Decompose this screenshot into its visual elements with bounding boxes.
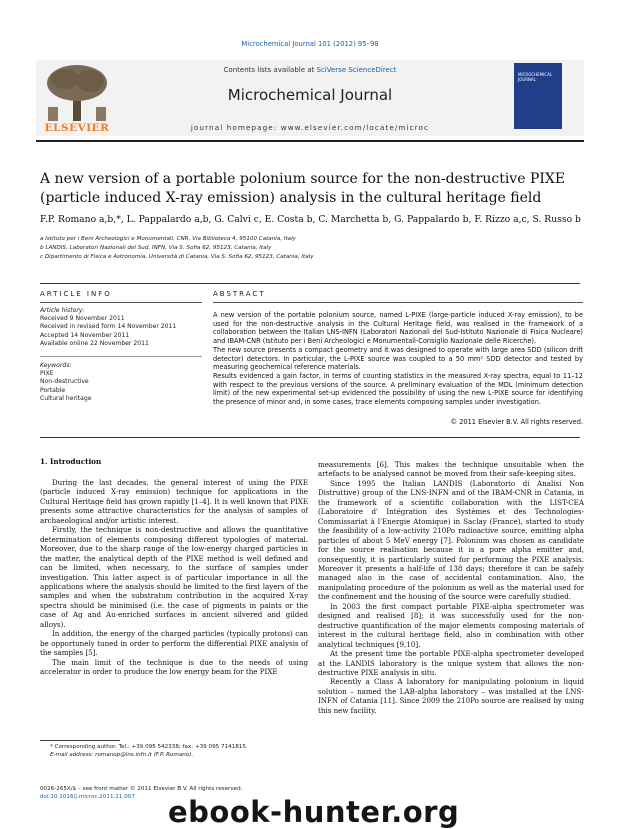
elsevier-wordmark: ELSEVIER bbox=[44, 122, 110, 134]
keyword: PIXE bbox=[40, 370, 54, 378]
article-history bbox=[40, 307, 202, 348]
author-list: F.P. Romano a,b,*, L. Pappalardo a,b, G. Calvi c, E. Costa b, C. Marchetta b, G. Pappalardo b, F. Rizzo a,c, S. Russo b bbox=[40, 214, 581, 225]
body-paragraph: The main limit of the technique is due to the needs of using accelerator in order to produce the low energy beam for the PIXE bbox=[40, 657, 308, 677]
journal-title: Microchemical Journal bbox=[227, 86, 393, 104]
copyright: © 2011 Elsevier B.V. All rights reserved. bbox=[450, 418, 583, 426]
contents-line bbox=[120, 66, 500, 74]
watermark: ebook-hunter.org bbox=[168, 795, 460, 829]
sciencedirect-link[interactable]: SciVerse ScienceDirect bbox=[316, 66, 397, 74]
body-column-right bbox=[318, 460, 584, 715]
footnote bbox=[50, 744, 310, 759]
article-title bbox=[40, 170, 580, 208]
doi-link[interactable]: doi:10.1016/j.microc.2011.11.007 bbox=[40, 793, 135, 800]
keyword: Non-destructive bbox=[40, 378, 89, 386]
body-paragraph: In 2003 the first compact portable PIXE-alpha spectrometer was designed and realised [8]; it was successfully used for the non-destructive quantification of the major elements composing materials of interest in the cultural heritage field, also in combination with other analytical techniques [9,10]. bbox=[318, 601, 584, 649]
body-paragraph: In addition, the energy of the charged particles (typically protons) can be opportunely tuned in order to perform the differential PIXE analysis of the samples [5]. bbox=[40, 629, 308, 658]
title-line-1: A new version of a portable polonium source for the non-destructive PIXE bbox=[40, 171, 566, 187]
corresponding-author: * Corresponding author. Tel.: +39 095 542338; fax: +39 095 7141815. bbox=[50, 744, 248, 750]
abstract-heading: ABSTRACT bbox=[213, 290, 266, 298]
abstract-paragraph: Results evidenced a gain factor, in terms of counting statistics in the measured X-ray spectra, equal to 11–12 with respect to the previous versions of the source. A preliminary evaluation of the MDL (minimum detection limit) of the new experimental set-up evidenced the possibility of using the new L-PIXE source for identifying the presence of minor and, in some cases, trace elements composing samples under investigation. bbox=[213, 371, 583, 407]
elsevier-tree-logo-icon bbox=[40, 63, 114, 129]
abstract-paragraph: A new version of the portable polonium source, named L-PIXE (large-particle induced X-ray emission), to be used for the non-destructive analysis in the Cultural Heritage field, was realised in the framework of a collaboration between the Italian LNS-INFN (Laboratori Nazionali del Sud-Istituto Nazionale di Fisica Nucleare) and IBAM-CNR (Istituto per i Beni Archeologici e Monumentali-Consiglio Nazionale delle Ricerche). bbox=[213, 311, 583, 346]
history-revised: Received in revised form 14 November 2011 bbox=[40, 323, 177, 331]
article-info-rule bbox=[40, 302, 202, 303]
keywords-label: Keywords: bbox=[40, 362, 72, 369]
email-address[interactable]: E-mail address: romanop@lns.infn.it (F.P. Romano). bbox=[50, 751, 194, 758]
body-column-left bbox=[40, 478, 308, 677]
keywords bbox=[40, 362, 202, 403]
title-line-2: (particle induced X-ray emission) analysis in the cultural heritage field bbox=[40, 190, 542, 206]
body-paragraph: At the present time the portable PIXE-alpha spectrometer developed at the LANDIS laboratory is the unique system that allows the non-destructive PIXE analysis in situ. bbox=[318, 649, 584, 677]
footnote-rule bbox=[40, 740, 120, 741]
header-rule bbox=[36, 140, 584, 142]
body-paragraph: During the last decades, the general interest of using the PIXE (particle induced X-ray emission) technique for applications in the Cultural Heritage field has grown rapidly [1–4]. It is well known that PIXE presents some attractive characteristics for the analysis of samples of archaeological and/or artistic interest. bbox=[40, 478, 308, 525]
article-info-heading: ARTICLE INFO bbox=[40, 290, 112, 298]
history-received: Received 9 November 2011 bbox=[40, 315, 125, 323]
history-label: Article history: bbox=[40, 307, 85, 314]
cover-title: MICROCHEMICAL JOURNAL bbox=[518, 72, 553, 82]
contents-prefix: Contents lists available at bbox=[223, 66, 317, 74]
info-rule bbox=[40, 283, 580, 284]
section-heading-introduction: 1. Introduction bbox=[40, 457, 102, 466]
issn-line: 0026-265X/$ – see front matter © 2011 Elsevier B.V. All rights reserved. bbox=[40, 786, 243, 792]
keywords-rule bbox=[40, 356, 202, 357]
abstract-bottom-rule bbox=[40, 437, 580, 438]
body-paragraph: Recently a Class A laboratory for manipulating polonium in liquid solution – named the LAB-alpha laboratory – was installed at the LNS-INFN of Catania [11]. Since 2009 the 210Po source are realised by using this new facility. bbox=[318, 677, 584, 715]
abstract-paragraph: The new source presents a compact geometry and it was designed to operate with large area SDD (silicon drift detector) detectors. In particular, the L-PIXE source was coupled to a 50 mm² SDD detector and tested by measuring geochemical reference materials. bbox=[213, 345, 583, 372]
body-paragraph: Firstly, the technique is non-destructive and allows the quantitative determination of elements composing different typologies of material. Moreover, due to the sharp range of the low-energy charged particles in the matter, the analytical depth of the PIXE method is well defined and can be limited, when necessary, to the surface of samples under investigation. This latter aspect is of particular importance in all the applications where the analysis should be limited to the first layers of the samples and when the substratum contribution in the acquired X-ray spectra should be minimised (i.e. the case of pigments in paints or the case of Ag and Au-enriched surfaces in ancient silvered and gilded alloys). bbox=[40, 525, 308, 629]
body-paragraph: Since 1995 the Italian LANDIS (Laboratorio di Analisi Non Distruttive) group of the LNS-INFN and of the IBAM-CNR in Catania, in the framework of a scientific collaboration with the LIST-CEA (Laboratoire d' Intégration des Systèmes et des Technologies-Commissariat à l'Energie Atomique) in Saclay (France), started to study the feasibility of a low-activity 210Po radioactive source, emitting alpha particles of about 5 MeV energy [7]. Polonium was chosen as candidate for the source realisation because it is a pure alpha emitter and, consequently, it is particularly suited for performing the PIXE analysis. Moreover it presents a half-life of 138 days; therefore it can be safely managed also in the case of accidental contamination. Also, the manipulating procedure of the polonium as well as the material used for the confinement and the housing of the source were carefully studied. bbox=[318, 478, 584, 602]
history-online: Available online 22 November 2011 bbox=[40, 339, 149, 347]
keyword: Cultural heritage bbox=[40, 394, 92, 402]
affiliation-c: c Dipartimento di Fisica e Astronomia, Università di Catania, Via S. Sofia 62, 95123, Catania, Italy bbox=[40, 254, 314, 260]
journal-homepage[interactable]: journal homepage: www.elsevier.com/locate/microc bbox=[190, 123, 430, 132]
history-accepted: Accepted 14 November 2011 bbox=[40, 331, 130, 339]
keyword: Portable bbox=[40, 386, 66, 394]
abstract-rule bbox=[213, 302, 583, 303]
body-paragraph: measurements [6]. This makes the technique unsuitable when the artefacts to be analysed cannot be moved from their safe-keeping sites. bbox=[318, 460, 584, 479]
affiliation-a: a Istituto per i Beni Archeologici e Monumentali, CNR, Via Biblioteca 4, 95100 Catania, Italy bbox=[40, 236, 296, 242]
affiliation-b: b LANDIS, Laboratori Nazionali del Sud, INFN, Via S. Sofia 62, 95123, Catania, Italy bbox=[40, 245, 272, 251]
journal-citation[interactable]: Microchemical Journal 101 (2012) 95–98 bbox=[241, 40, 379, 48]
abstract-body bbox=[213, 311, 583, 407]
